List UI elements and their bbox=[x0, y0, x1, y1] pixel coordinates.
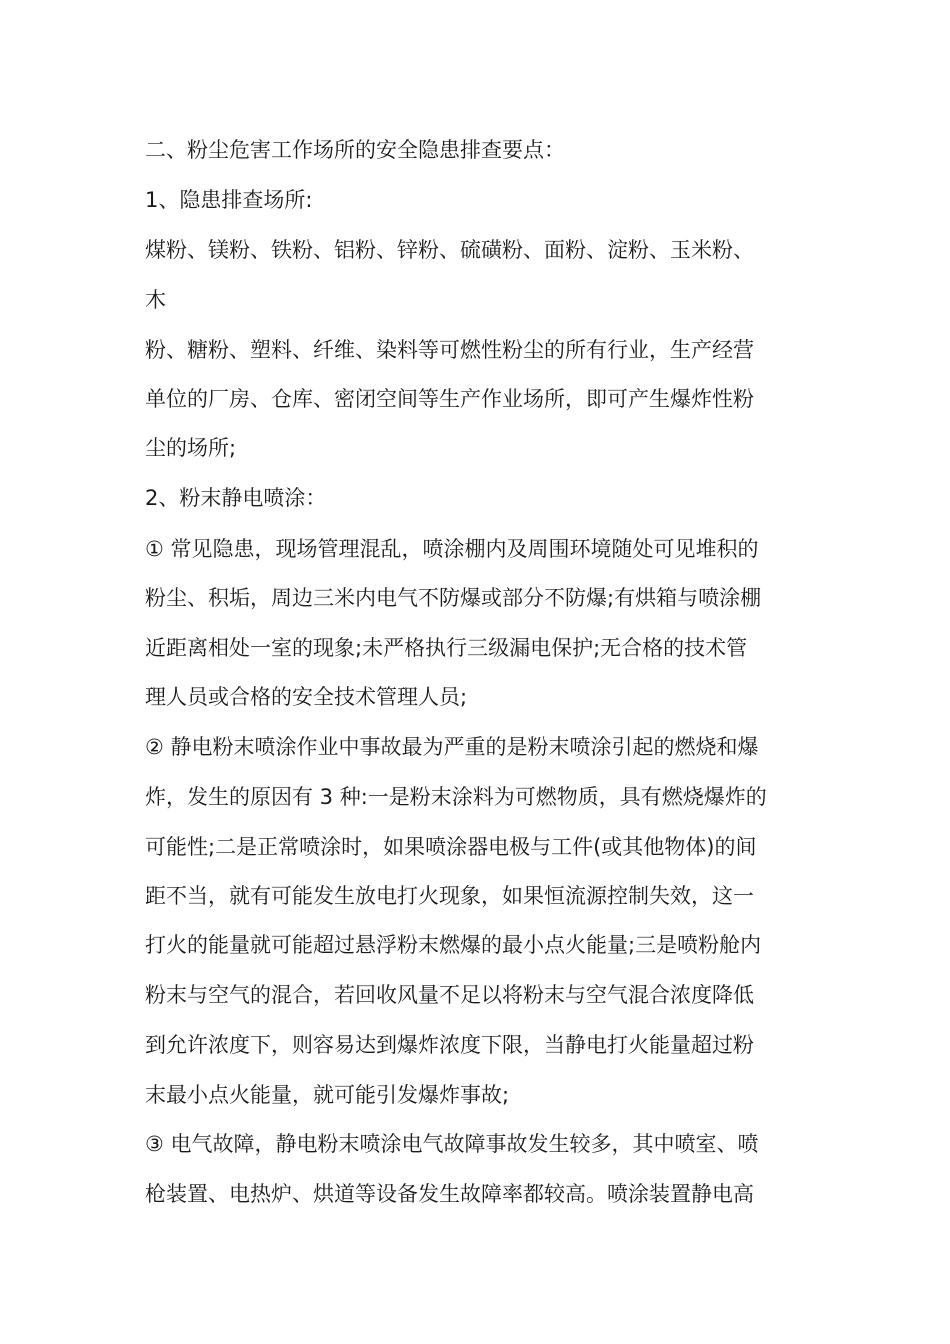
paragraph-line: 可能性;二是正常喷涂时，如果喷涂器电极与工件(或其他物体)的间 bbox=[145, 835, 757, 859]
paragraph-line: ③ 电气故障，静电粉末喷涂电气故障事故发生较多，其中喷室、喷 bbox=[145, 1132, 759, 1156]
section1-title: 1、隐患排查场所: bbox=[145, 188, 313, 212]
paragraph-line: 打火的能量就可能超过悬浮粉末燃爆的最小点火能量;三是喷粉舱内 bbox=[145, 933, 762, 957]
section2-title: 2、粉末静电喷涂： bbox=[145, 486, 327, 510]
section-heading: 二、粉尘危害工作场所的安全隐患排查要点： bbox=[145, 138, 565, 162]
paragraph-line: 距不当，就有可能发生放电打火现象，如果恒流源控制失效，这一 bbox=[145, 884, 754, 908]
paragraph-line: 粉尘、积垢，周边三米内电气不防爆或部分不防爆;有烘箱与喷涂棚 bbox=[145, 586, 762, 610]
paragraph-line: 末最小点火能量，就可能引发爆炸事故; bbox=[145, 1083, 510, 1107]
paragraph-line: 理人员或合格的安全技术管理人员; bbox=[145, 685, 468, 709]
paragraph-line: 尘的场所; bbox=[145, 436, 237, 460]
paragraph-line: ② 静电粉末喷涂作业中事故最为严重的是粉末喷涂引起的燃烧和爆 bbox=[145, 735, 759, 759]
paragraph-line: ① 常见隐患，现场管理混乱，喷涂棚内及周围环境随处可见堆积的 bbox=[145, 537, 759, 561]
paragraph-line: 粉、糖粉、塑料、纤维、染料等可燃性粉尘的所有行业，生产经营 bbox=[145, 338, 754, 362]
paragraph-line: 煤粉、镁粉、铁粉、铝粉、锌粉、硫磺粉、面粉、淀粉、玉米粉、 bbox=[145, 238, 754, 262]
paragraph-line: 炸，发生的原因有 3 种:一是粉末涂料为可燃物质，具有燃烧爆炸的 bbox=[145, 785, 767, 809]
paragraph-line: 近距离相处一室的现象;未严格执行三级漏电保护;无合格的技术管 bbox=[145, 636, 748, 660]
paragraph-line: 粉末与空气的混合，若回收风量不足以将粉末与空气混合浓度降低 bbox=[145, 983, 754, 1007]
paragraph-line: 枪装置、电热炉、烘道等设备发生故障率都较高。喷涂装置静电高 bbox=[145, 1182, 754, 1206]
paragraph-line: 单位的厂房、仓库、密闭空间等生产作业场所，即可产生爆炸性粉 bbox=[145, 387, 754, 411]
paragraph-line: 到允许浓度下，则容易达到爆炸浓度下限，当静电打火能量超过粉 bbox=[145, 1033, 754, 1057]
paragraph-line: 木 bbox=[145, 288, 166, 312]
